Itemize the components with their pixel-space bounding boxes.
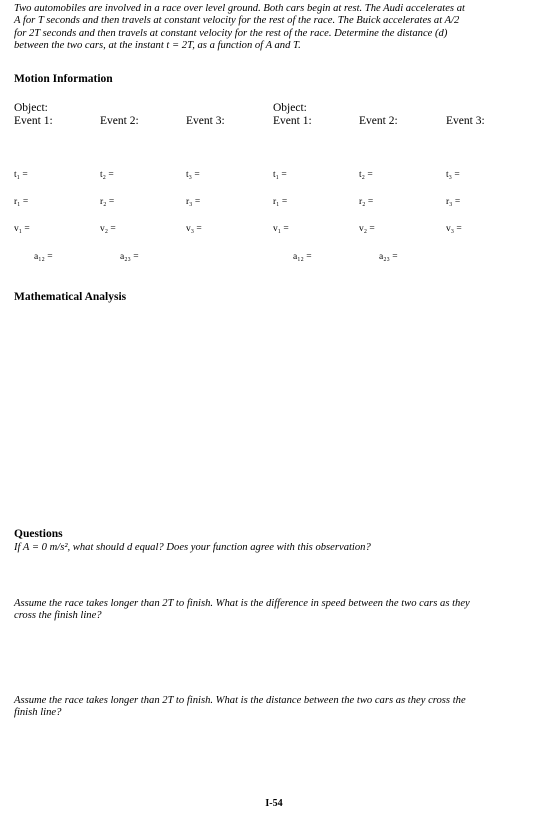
object-label-right: Object: xyxy=(273,102,307,114)
a23-left: a₂₃ = xyxy=(120,252,139,262)
questions-heading: Questions xyxy=(14,528,63,540)
t3-right: t₃ = xyxy=(446,170,460,180)
problem-line: between the two cars, at the instant t = 2T, as a function of A and T. xyxy=(14,40,301,52)
a12-right: a₁₂ = xyxy=(293,252,312,262)
a12-left: a₁₂ = xyxy=(34,252,53,262)
question-2-line: cross the finish line? xyxy=(14,610,102,622)
event-3-label-left: Event 3: xyxy=(186,115,225,127)
r1-right: r₁ = xyxy=(273,197,288,207)
question-2-line: Assume the race takes longer than 2T to finish. What is the difference in speed between the two cars as they xyxy=(14,598,470,609)
motion-heading: Motion Information xyxy=(14,73,113,85)
t3-left: t₃ = xyxy=(186,170,200,180)
analysis-heading: Mathematical Analysis xyxy=(14,291,127,303)
v3-right: v₃ = xyxy=(446,224,462,234)
v2-right: v₂ = xyxy=(359,224,375,234)
event-2-label-right: Event 2: xyxy=(359,115,398,127)
event-2-label-left: Event 2: xyxy=(100,115,139,127)
event-3-label-right: Event 3: xyxy=(446,115,485,127)
t1-right: t₁ = xyxy=(273,170,287,180)
object-label-left: Object: xyxy=(14,102,48,114)
t1-left: t₁ = xyxy=(14,170,28,180)
t2-right: t₂ = xyxy=(359,170,373,180)
a23-right: a₂₃ = xyxy=(379,252,398,262)
r3-left: r₃ = xyxy=(186,197,201,207)
r3-right: r₃ = xyxy=(446,197,461,207)
question-3-line: finish line? xyxy=(14,707,62,719)
r2-left: r₂ = xyxy=(100,197,115,207)
r1-left: r₁ = xyxy=(14,197,29,207)
question-2 xyxy=(14,598,534,623)
v2-left: v₂ = xyxy=(100,224,116,234)
question-1: If A = 0 m/s², what should d equal? Does your function agree with this observation? xyxy=(14,542,371,553)
t2-left: t₂ = xyxy=(100,170,114,180)
event-1-label-right: Event 1: xyxy=(273,115,312,127)
v1-right: v₁ = xyxy=(273,224,289,234)
problem-line: Two automobiles are involved in a race over level ground. Both cars begin at rest. The Audi accelerates at xyxy=(14,3,465,14)
v3-left: v₃ = xyxy=(186,224,202,234)
page-number: I-54 xyxy=(265,798,283,809)
problem-statement xyxy=(14,3,534,53)
question-3 xyxy=(14,695,534,720)
problem-line: for 2T seconds and then travels at constant velocity for the rest of the race. Determine the distance (d) xyxy=(14,27,448,39)
r2-right: r₂ = xyxy=(359,197,374,207)
question-3-line: Assume the race takes longer than 2T to finish. What is the distance between the two cars as they cross the xyxy=(14,695,466,706)
event-1-label-left: Event 1: xyxy=(14,115,53,127)
problem-line: A for T seconds and then travels at constant velocity for the rest of the race. The Buick accelerates at A/2 xyxy=(14,15,460,27)
v1-left: v₁ = xyxy=(14,224,30,234)
